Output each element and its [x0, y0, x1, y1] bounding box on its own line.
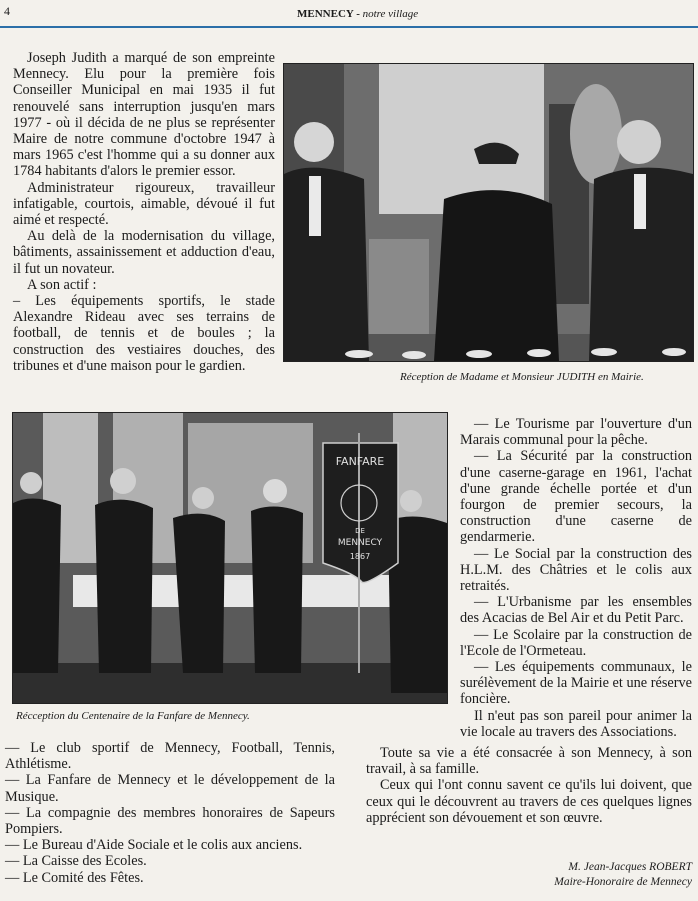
intro-paragraph: A son actif :: [27, 276, 97, 293]
closing-paragraph: Ceux qui l'ont connu savent ce qu'ils lui doivent, que ceux qui le découvrent au travers de ces quelques lignes apprécient son dévouement et son œuvre.: [366, 777, 692, 826]
bottom-right-column: [366, 745, 692, 826]
association-item: — Le Bureau d'Aide Sociale et le colis aux anciens.: [5, 837, 303, 854]
publication-subtitle: notre village: [362, 8, 419, 20]
right-column: [460, 416, 692, 740]
association-item: — La Caisse des Ecoles.: [5, 853, 147, 870]
right-paragraph: Il n'eut pas son pareil pour animer la vie locale au travers des Associations.: [460, 707, 692, 740]
banner-text-de: DE: [355, 527, 365, 535]
signature: [430, 860, 692, 890]
right-paragraph: — Le Social par la construction des H.L.M. des Châtries et le colis aux retraités.: [460, 545, 692, 595]
right-paragraph: — Les équipements communaux, le surélèvement de la Mairie et une réserve foncière.: [460, 659, 692, 708]
intro-paragraph: Administrateur rigoureux, travailleur infatigable, courtois, aimable, dévoué il fut aimé et respecté.: [13, 179, 275, 229]
reception-photo-image: [284, 64, 693, 361]
header-rule: [0, 26, 698, 28]
banner-text-fanfare: FANFARE: [335, 455, 385, 468]
banner-text-year: 1867: [349, 552, 371, 561]
reception-photo-caption: Réception de Madame et Monsieur JUDITH en Mairie.: [400, 371, 644, 383]
closing-paragraph: Toute sa vie a été consacrée à son Mennecy, à son travail, à sa famille.: [366, 745, 692, 778]
intro-paragraph: Au delà de la modernisation du village, bâtiments, assainissement et adduction d'eau, il fut un novateur.: [13, 228, 275, 277]
fanfare-photo-caption: Récception du Centenaire de la Fanfare de Mennecy.: [16, 710, 250, 722]
association-item: — La compagnie des membres honoraires de Sapeurs Pompiers.: [5, 804, 335, 838]
fanfare-photo-image: [13, 413, 447, 703]
intro-paragraph: Joseph Judith a marqué de son empreinte Mennecy. Elu pour la première fois Conseiller Municipal en mai 1935 il fut renouvelé sans interruption jusqu'en mars 1977 - où il décida de ne plus se représenter Maire de notre commune d'octobre 1947 à mars 1965 c'est l'homme qui a su donner aux 1784 habitants d'alors le premier essor.: [13, 50, 275, 180]
reception-photo: [283, 63, 694, 362]
bottom-left-column: [5, 740, 335, 886]
association-item: — Le club sportif de Mennecy, Football, Tennis, Athlétisme.: [5, 740, 335, 773]
signature-name: M. Jean-Jacques ROBERT: [568, 861, 692, 873]
right-paragraph: — L'Urbanisme par les ensembles des Acacias de Bel Air et du Petit Parc.: [460, 594, 692, 627]
right-paragraph: — Le Scolaire par la construction de l'Ecole de l'Ormeteau.: [460, 626, 692, 659]
publication-title: MENNECY - notre village: [297, 8, 419, 20]
publication-name: MENNECY: [297, 8, 354, 20]
banner-text-mennecy: MENNECY: [337, 538, 383, 548]
signature-title: Maire-Honoraire de Mennecy: [554, 876, 692, 888]
intro-column: [13, 50, 275, 374]
association-item: — La Fanfare de Mennecy et le développement de la Musique.: [5, 772, 335, 805]
page-number: 4: [4, 4, 10, 18]
right-paragraph: — La Sécurité par la construction d'une caserne-garage en 1961, l'achat d'une grande échelle portée et d'un fourgon de premier secours, la construction d'une caserne de gendarmerie.: [460, 448, 692, 546]
fanfare-photo: [12, 412, 448, 704]
association-item: — Le Comité des Fêtes.: [5, 869, 144, 886]
right-paragraph: — Le Tourisme par l'ouverture d'un Marais communal pour la pêche.: [460, 416, 692, 449]
intro-paragraph: – Les équipements sportifs, le stade Alexandre Rideau avec ses terrains de football, de tennis et de boules ; la construction des vestiaires douches, des tribunes et d'une maison pour le gardien.: [13, 293, 275, 374]
